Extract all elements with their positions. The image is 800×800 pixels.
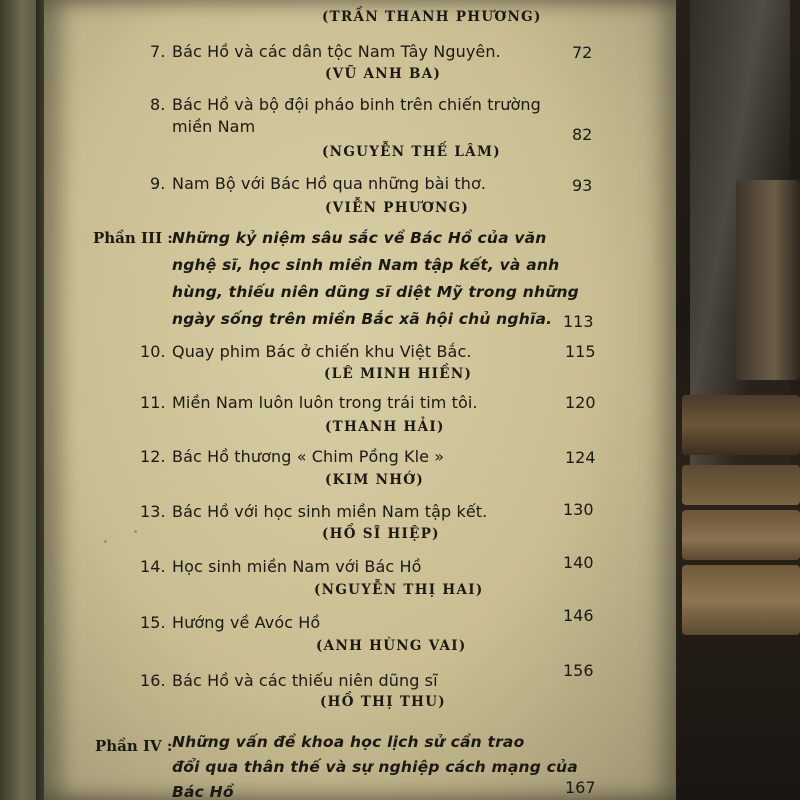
entry-author: (KIM NHỚ) bbox=[325, 472, 425, 488]
entry-number: 15. bbox=[140, 613, 166, 632]
entry-page: 146 bbox=[563, 606, 594, 625]
entry-author: (VIỄN PHƯƠNG) bbox=[325, 200, 470, 216]
entry-page: 72 bbox=[572, 43, 593, 62]
entry-number: 14. bbox=[140, 557, 166, 576]
entry-author: (HỒ SĨ HIỆP) bbox=[322, 526, 440, 542]
entry-title: Hướng về Avóc Hồ bbox=[172, 613, 321, 632]
part-heading-line: nghệ sĩ, học sinh miền Nam tập kết, và anh bbox=[172, 256, 560, 274]
entry-author: (NGUYỄN THỊ HAI) bbox=[314, 582, 484, 598]
part-page: 113 bbox=[563, 312, 594, 331]
entry-author: (VŨ ANH BA) bbox=[325, 66, 442, 82]
entry-number: 16. bbox=[140, 671, 166, 690]
entry-author: (ANH HÙNG VAI) bbox=[316, 638, 467, 654]
entry-title: Bác Hồ và các thiếu niên dũng sĩ bbox=[172, 671, 438, 690]
entry-page: 140 bbox=[563, 553, 594, 572]
part-heading-line: Bác Hồ bbox=[172, 783, 234, 800]
entry-number: 8. bbox=[150, 95, 166, 114]
entry-title: Bác Hồ thương « Chim Pồng Kle » bbox=[172, 447, 445, 466]
entry-title: Học sinh miền Nam với Bác Hồ bbox=[172, 557, 422, 576]
entry-number: 10. bbox=[140, 342, 166, 361]
entry-page: 130 bbox=[563, 500, 594, 519]
part-heading-line: đổi qua thân thế và sự nghiệp cách mạng của bbox=[172, 758, 578, 776]
entry-page: 120 bbox=[565, 393, 596, 412]
entry-title: Quay phim Bác ở chiến khu Việt Bắc. bbox=[172, 342, 472, 361]
part-heading-line: Những vấn đề khoa học lịch sử cần trao bbox=[172, 733, 525, 751]
entry-page: 124 bbox=[565, 448, 596, 467]
part-page: 167 bbox=[565, 778, 596, 797]
entry-page: 115 bbox=[565, 342, 596, 361]
entry-author: (TRẦN THANH PHƯƠNG) bbox=[322, 9, 542, 25]
entry-author: (THANH HẢI) bbox=[325, 419, 445, 435]
entry-number: 7. bbox=[150, 42, 166, 61]
part-label: Phần IV : bbox=[95, 737, 173, 755]
entry-author: (NGUYỄN THẾ LÂM) bbox=[322, 144, 501, 160]
entry-number: 13. bbox=[140, 502, 166, 521]
entry-author: (LÊ MINH HIỀN) bbox=[324, 366, 473, 382]
entry-title-line1: Bác Hồ và bộ đội pháo binh trên chiến trường bbox=[172, 95, 541, 114]
entry-number: 12. bbox=[140, 447, 166, 466]
entry-title-line2: miền Nam bbox=[172, 117, 256, 136]
part-label: Phần III : bbox=[93, 229, 173, 247]
entry-page: 156 bbox=[563, 661, 594, 680]
entry-number: 9. bbox=[150, 174, 166, 193]
entry-page: 82 bbox=[572, 125, 593, 144]
entry-title: Miền Nam luôn luôn trong trái tim tôi. bbox=[172, 393, 478, 412]
entry-number: 11. bbox=[140, 393, 166, 412]
part-heading-line: Những kỷ niệm sâu sắc về Bác Hồ của văn bbox=[172, 229, 547, 247]
entry-title: Bác Hồ với học sinh miền Nam tập kết. bbox=[172, 502, 488, 521]
entry-title: Nam Bộ với Bác Hồ qua những bài thơ. bbox=[172, 174, 487, 193]
entry-title: Bác Hồ và các dân tộc Nam Tây Nguyên. bbox=[172, 42, 501, 61]
entry-author: (HỒ THỊ THU) bbox=[320, 694, 446, 710]
part-heading-line: hùng, thiếu niên dũng sĩ diệt Mỹ trong những bbox=[172, 283, 579, 301]
entry-page: 93 bbox=[572, 176, 593, 195]
part-heading-line: ngày sống trên miền Bắc xã hội chủ nghĩa. bbox=[172, 310, 553, 328]
